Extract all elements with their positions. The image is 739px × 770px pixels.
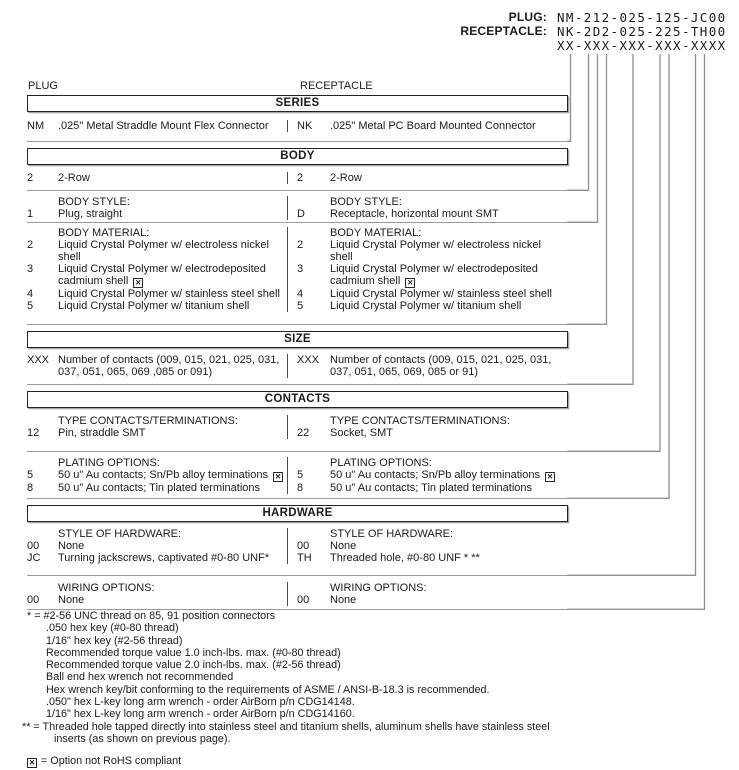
not-rohs-icon: ✕: [407, 278, 414, 287]
footnote-line: Recommended torque value 1.0 inch-lbs. max. (#0-80 thread): [46, 646, 341, 659]
option-code: JC: [27, 552, 41, 564]
section-header: SIZE: [27, 331, 568, 348]
plug-cell: [27, 172, 287, 184]
footnotes: [22, 610, 627, 768]
option-description: Threaded hole, #0-80 UNF * **: [330, 552, 480, 564]
option-code: 3: [27, 263, 34, 275]
option-code: 5: [297, 300, 304, 312]
option-description: 50 u" Au contacts; Tin plated terminations: [58, 482, 261, 494]
option-row: [27, 208, 287, 220]
receptacle-cell: [287, 457, 568, 494]
footnote-line: inserts (as shown on previous page).: [54, 732, 231, 745]
group-title-row: [27, 457, 287, 469]
option-row: [297, 263, 568, 288]
group-title: BODY STYLE:: [330, 196, 402, 208]
section-header: HARDWARE: [27, 505, 568, 522]
option-row: [297, 540, 568, 552]
section-header: CONTACTS: [27, 391, 568, 408]
plug-cell: [27, 196, 287, 220]
option-row: [297, 469, 568, 482]
option-description: 2-Row: [330, 172, 362, 184]
group-title-row: [27, 196, 287, 208]
code-spacer: [27, 227, 58, 239]
option-description: Liquid Crystal Polymer w/ titanium shell: [330, 300, 522, 312]
option-row: [27, 540, 287, 552]
option-group-row: [27, 165, 568, 191]
option-description: Liquid Crystal Polymer w/ stainless steel shell: [58, 288, 280, 300]
receptacle-cell: [287, 582, 568, 606]
option-description: Turning jackscrews, captivated #0-80 UNF*: [58, 552, 270, 564]
option-description: Number of contacts (009, 015, 021, 025, 031, 037, 051, 065, 069 ,085 or 091): [58, 354, 280, 378]
footnote-line: 1/16" hex key (#2-56 thread): [46, 634, 183, 647]
receptacle-part-number-label: RECEPTACLE:: [460, 24, 547, 38]
footnote-line: Recommended torque value 2.0 inch-lbs. max. (#2-56 thread): [46, 659, 341, 672]
receptacle-cell: [287, 354, 568, 378]
group-title-row: [297, 227, 568, 239]
code-spacer: [27, 528, 58, 540]
plug-part-number-row: [0, 10, 739, 24]
option-description: Number of contacts (009, 015, 021, 025, 031, 037, 051, 065, 069, 085 or 91): [330, 354, 552, 378]
callout-line: [567, 54, 696, 575]
not-rohs-icon: ✕: [546, 472, 554, 481]
option-row: [297, 594, 568, 606]
receptacle-part-number-value: NK-2D2-025-225-TH00: [557, 24, 727, 39]
footnote-line: 1/16" hex L-key long arm wrench - order AirBorn p/n CDG14160.: [46, 708, 355, 721]
section-contacts: [27, 391, 568, 499]
callout-line: [567, 54, 633, 384]
option-row: [297, 427, 568, 439]
group-title: BODY MATERIAL:: [330, 227, 422, 239]
option-code: 1: [27, 208, 34, 220]
option-row: [27, 427, 287, 439]
receptacle-cell: [287, 415, 568, 439]
option-description: None: [330, 540, 357, 552]
option-code: 3: [297, 263, 304, 275]
option-code: 2: [27, 239, 34, 251]
plug-cell: [27, 528, 287, 564]
option-row: [27, 172, 287, 184]
receptacle-cell: [287, 528, 568, 564]
option-description: Pin, straddle SMT: [58, 427, 146, 439]
receptacle-cell: [287, 227, 568, 312]
option-row: [27, 552, 287, 564]
option-code: 22: [297, 427, 310, 439]
group-title: STYLE OF HARDWARE:: [330, 528, 454, 540]
section-header: BODY: [27, 148, 568, 165]
code-spacer: [297, 196, 330, 208]
group-title: WIRING OPTIONS:: [58, 582, 155, 594]
option-description: Plug, straight: [58, 208, 123, 220]
option-row: [297, 120, 568, 132]
option-row: [297, 552, 568, 564]
footnote-line: * = #2-56 UNC thread on 85, 91 position connectors: [27, 610, 276, 622]
section-hardware: [27, 505, 568, 610]
not-rohs-icon: ✕: [28, 758, 36, 768]
option-row: [27, 263, 287, 288]
code-spacer: [27, 196, 58, 208]
option-code: TH: [297, 552, 312, 564]
group-title-row: [27, 528, 287, 540]
option-row: [27, 482, 287, 494]
callout-line: [567, 54, 660, 451]
option-description: 2-Row: [58, 172, 90, 184]
group-title: WIRING OPTIONS:: [330, 582, 427, 594]
option-group-row: [27, 576, 568, 610]
option-description: .025" Metal PC Board Mounted Connector: [330, 120, 536, 132]
option-code: NK: [297, 120, 313, 132]
callout-line: [567, 54, 589, 190]
option-group-row: [27, 191, 568, 223]
option-code: 4: [27, 288, 34, 300]
option-code: NM: [27, 120, 45, 132]
group-title: PLATING OPTIONS:: [58, 457, 160, 469]
option-description: Liquid Crystal Polymer w/ electroless nickel shell: [58, 239, 269, 263]
plug-cell: [27, 354, 287, 378]
section-series: [27, 95, 568, 142]
group-title: TYPE CONTACTS/TERMINATIONS:: [330, 415, 510, 427]
callout-line: [567, 54, 607, 324]
option-group-row: [27, 408, 568, 452]
option-description: 50 u" Au contacts; Tin plated terminations: [330, 482, 533, 494]
option-row: [297, 482, 568, 494]
group-title: TYPE CONTACTS/TERMINATIONS:: [58, 415, 238, 427]
group-title-row: [297, 528, 568, 540]
receptacle-cell: [287, 196, 568, 220]
option-description: Liquid Crystal Polymer w/ electrodeposited cadmium shell ✕: [330, 263, 538, 287]
option-description: None: [58, 540, 85, 552]
option-row: [297, 172, 568, 184]
code-spacer: [297, 415, 330, 427]
option-row: [27, 120, 287, 132]
option-code: 5: [27, 469, 34, 481]
option-row: [297, 288, 568, 300]
receptacle-cell: [287, 172, 568, 184]
option-code: XXX: [297, 354, 320, 366]
option-group-row: [27, 223, 568, 325]
option-code: 2: [297, 239, 304, 251]
option-code: 2: [27, 172, 34, 184]
callout-line: [567, 54, 598, 222]
option-code: 5: [297, 469, 304, 481]
section-size: [27, 331, 568, 385]
option-code: 4: [297, 288, 304, 300]
option-row: [27, 594, 287, 606]
option-group-row: [27, 112, 568, 142]
column-headers: [27, 80, 568, 93]
option-group-row: [27, 522, 568, 576]
option-description: None: [330, 594, 357, 606]
section-body: [27, 148, 568, 325]
receptacle-column-header: RECEPTACLE: [300, 80, 373, 92]
footnote-line: Ball end hex wrench not recommended: [46, 671, 234, 684]
plug-part-number-value: NM-212-025-125-JC00: [557, 10, 727, 25]
option-description: Receptacle, horizontal mount SMT: [330, 208, 499, 220]
plug-column-header: PLUG: [28, 80, 58, 92]
callout-line: [567, 54, 705, 609]
group-title-row: [27, 227, 287, 239]
group-title: BODY MATERIAL:: [58, 227, 150, 239]
footnote-line: .050" hex L-key long arm wrench - order AirBorn p/n CDG14148.: [46, 696, 355, 709]
plug-cell: [27, 415, 287, 439]
option-group-row: [27, 348, 568, 385]
option-code: 00: [27, 540, 40, 552]
group-title: BODY STYLE:: [58, 196, 130, 208]
option-code: 8: [297, 482, 304, 494]
option-code: 5: [27, 300, 34, 312]
group-title-row: [297, 415, 568, 427]
option-description: None: [58, 594, 85, 606]
footnote-line: Hex wrench key/bit conforming to the requirements of ASME / ANSI-B-18.3 is recommended.: [46, 683, 490, 696]
option-code: XXX: [27, 354, 50, 366]
option-code: 00: [27, 594, 40, 606]
group-title-row: [27, 415, 287, 427]
receptacle-cell: [287, 120, 568, 132]
code-spacer: [297, 227, 330, 239]
footnote-line: .050 hex key (#0-80 thread): [46, 622, 179, 635]
footnote-line: ✕ = Option not RoHS compliant: [28, 755, 182, 768]
option-row: [27, 469, 287, 482]
option-description: Liquid Crystal Polymer w/ electroless nickel shell: [330, 239, 541, 263]
option-description: .025" Metal Straddle Mount Flex Connector: [58, 120, 269, 132]
ordering-table: [27, 80, 568, 610]
option-row: [27, 239, 287, 263]
part-number-template-row: [0, 38, 739, 52]
option-code: 12: [27, 427, 40, 439]
option-code: 00: [297, 594, 310, 606]
not-rohs-icon: ✕: [274, 472, 282, 481]
plug-cell: [27, 582, 287, 606]
code-spacer: [27, 457, 58, 469]
option-description: Liquid Crystal Polymer w/ stainless steel shell: [330, 288, 552, 300]
code-spacer: [297, 457, 330, 469]
option-row: [27, 354, 287, 378]
footnote-line: ** = Threaded hole tapped directly into stainless steel and titanium shells, aluminum shells have stainless steel: [22, 720, 550, 733]
option-code: D: [297, 208, 305, 220]
option-code: 8: [27, 482, 34, 494]
plug-cell: [27, 120, 287, 132]
option-description: Socket, SMT: [330, 427, 393, 439]
option-description: 50 u" Au contacts; Sn/Pb alloy terminations ✕: [58, 469, 282, 481]
plug-part-number-label: PLUG:: [508, 10, 547, 24]
option-row: [297, 354, 568, 378]
group-title-row: [27, 582, 287, 594]
receptacle-part-number-row: [0, 24, 739, 38]
option-row: [297, 208, 568, 220]
part-number-template: XX-XXX-XXX-XXX-XXXX: [557, 38, 727, 53]
plug-cell: [27, 457, 287, 494]
option-description: Liquid Crystal Polymer w/ electrodeposited cadmium shell ✕: [58, 263, 266, 287]
option-row: [27, 288, 287, 300]
code-spacer: [297, 582, 330, 594]
group-title: PLATING OPTIONS:: [330, 457, 432, 469]
callout-line: [567, 54, 669, 498]
option-code: 2: [297, 172, 304, 184]
option-row: [297, 239, 568, 263]
plug-cell: [27, 227, 287, 312]
code-spacer: [27, 415, 58, 427]
sections-container: [27, 95, 568, 610]
option-code: 00: [297, 540, 310, 552]
option-row: [297, 300, 568, 312]
code-spacer: [297, 528, 330, 540]
group-title-row: [297, 582, 568, 594]
not-rohs-icon: ✕: [135, 278, 142, 287]
option-description: Liquid Crystal Polymer w/ titanium shell: [58, 300, 250, 312]
option-row: [27, 300, 287, 312]
option-description: 50 u" Au contacts; Sn/Pb alloy terminations ✕: [330, 469, 554, 481]
section-header: SERIES: [27, 95, 568, 112]
group-title-row: [297, 457, 568, 469]
code-spacer: [27, 582, 58, 594]
group-title-row: [297, 196, 568, 208]
option-group-row: [27, 452, 568, 499]
group-title: STYLE OF HARDWARE:: [58, 528, 182, 540]
